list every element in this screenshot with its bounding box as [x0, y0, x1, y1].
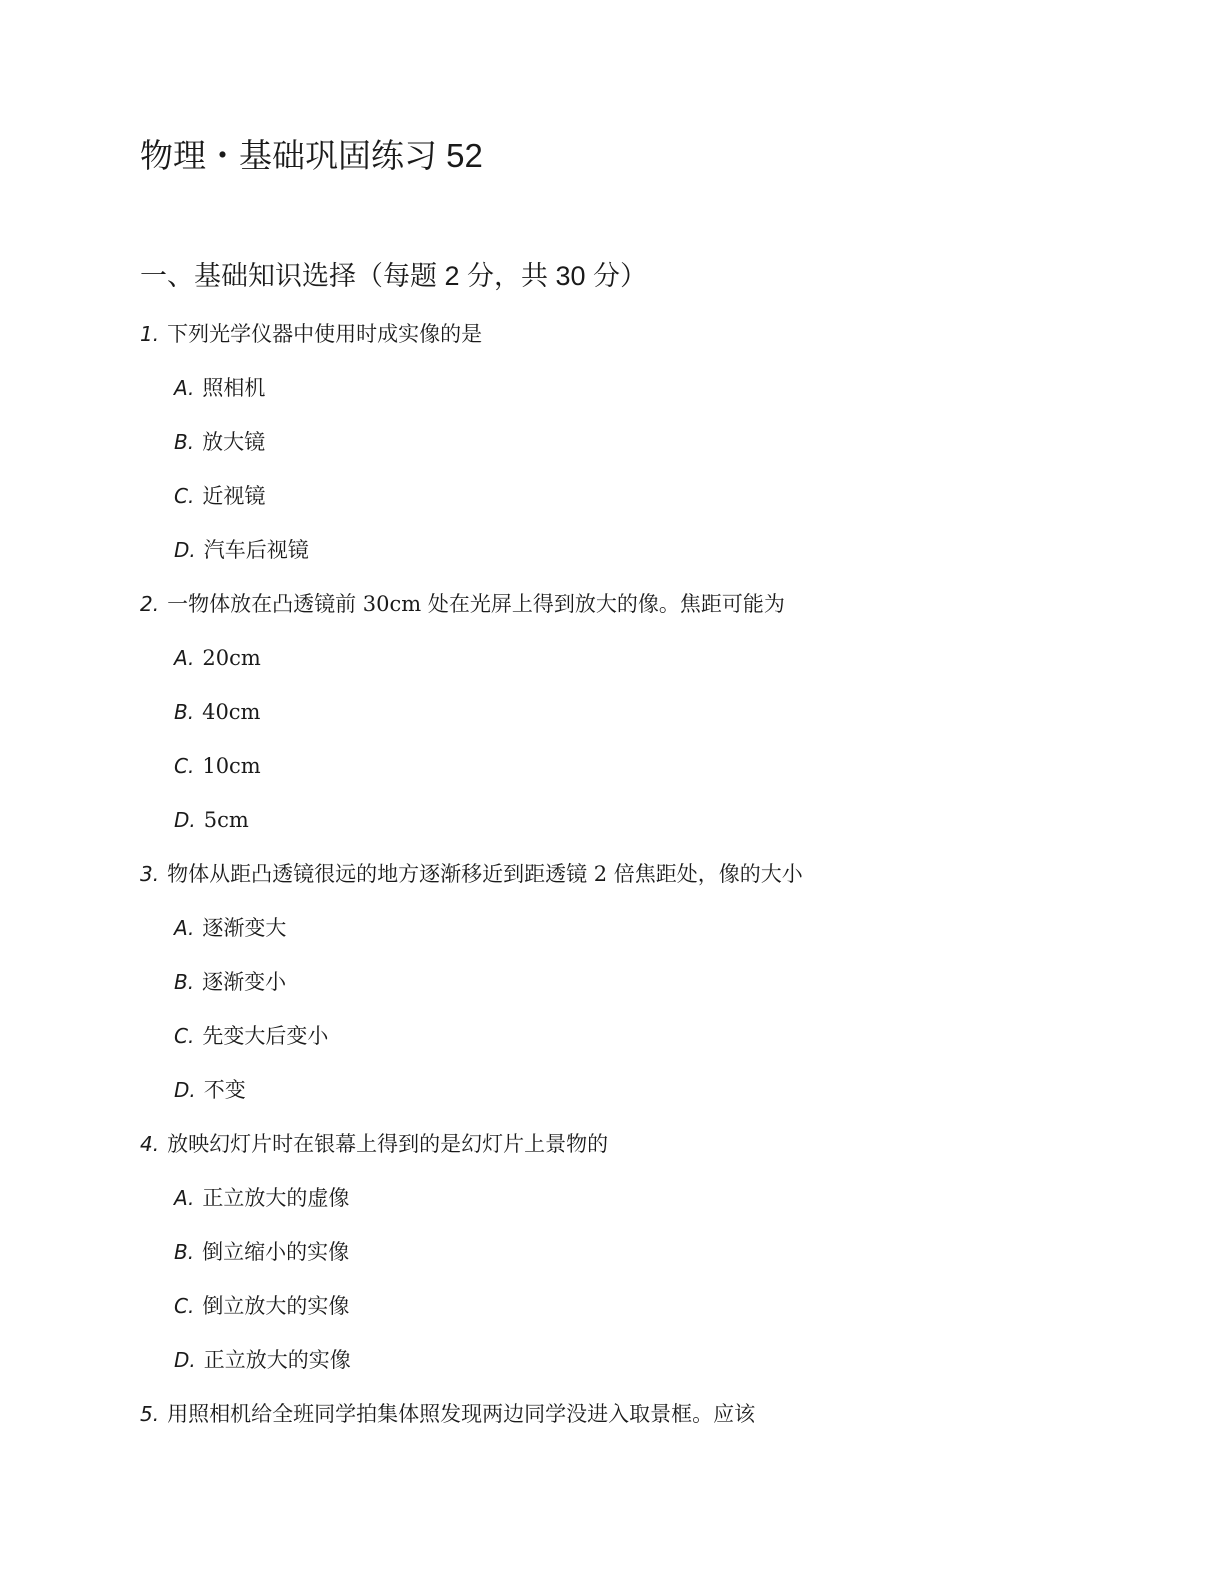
option-text: 倒立缩小的实像 [202, 1240, 350, 1264]
option-letter: C. [174, 1294, 195, 1318]
option-letter: A. [174, 646, 195, 670]
question-5 [140, 1387, 1120, 1441]
question-text: 放映幻灯片时在银幕上得到的是幻灯片上景物的 [167, 1132, 609, 1156]
option-1-a [140, 361, 1120, 415]
option-1-b [140, 415, 1120, 469]
option-text: 逐渐变小 [202, 970, 287, 994]
question-text: 物体从距凸透镜很远的地方逐渐移近到距透镜 2 倍焦距处，像的大小 [167, 862, 803, 886]
question-text: 一物体放在凸透镜前 30cm 处在光屏上得到放大的像。焦距可能为 [167, 592, 785, 616]
option-letter: D. [174, 1348, 196, 1372]
option-letter: B. [174, 430, 195, 454]
option-text: 先变大后变小 [202, 1024, 329, 1048]
option-letter: D. [174, 538, 196, 562]
option-text: 20cm [202, 646, 261, 670]
option-letter: D. [174, 808, 196, 832]
option-letter: A. [174, 376, 195, 400]
question-number: 5. [140, 1402, 160, 1426]
option-letter: C. [174, 484, 195, 508]
option-text: 汽车后视镜 [203, 538, 309, 562]
option-text: 不变 [203, 1078, 246, 1102]
question-number: 4. [140, 1132, 160, 1156]
option-letter: B. [174, 970, 195, 994]
option-letter: A. [174, 1186, 195, 1210]
option-text: 放大镜 [202, 430, 266, 454]
option-text: 10cm [202, 754, 261, 778]
section-heading: 一、基础知识选择（每题 2 分，共 30 分） [140, 261, 648, 291]
question-number: 2. [140, 592, 160, 616]
option-text: 照相机 [202, 376, 266, 400]
option-4-b [140, 1225, 1120, 1279]
option-letter: B. [174, 1240, 195, 1264]
option-2-c [140, 739, 1120, 793]
question-text: 下列光学仪器中使用时成实像的是 [167, 322, 483, 346]
option-3-b [140, 955, 1120, 1009]
option-1-d [140, 523, 1120, 577]
option-text: 5cm [203, 808, 249, 832]
option-text: 正立放大的虚像 [202, 1186, 350, 1210]
option-letter: B. [174, 700, 195, 724]
option-4-c [140, 1279, 1120, 1333]
option-text: 倒立放大的实像 [202, 1294, 350, 1318]
question-number: 3. [140, 862, 160, 886]
option-letter: C. [174, 754, 195, 778]
option-4-d [140, 1333, 1120, 1387]
option-2-a [140, 631, 1120, 685]
option-letter: C. [174, 1024, 195, 1048]
question-text: 用照相机给全班同学拍集体照发现两边同学没进入取景框。应该 [167, 1402, 756, 1426]
option-letter: D. [174, 1078, 196, 1102]
question-1 [140, 307, 1120, 361]
question-number: 1. [140, 322, 160, 346]
option-3-c [140, 1009, 1120, 1063]
question-4 [140, 1117, 1120, 1171]
option-1-c [140, 469, 1120, 523]
page-title: 物理・基础巩固练习 52 [140, 137, 483, 174]
option-text: 40cm [202, 700, 261, 724]
question-list [140, 307, 1120, 1441]
question-2 [140, 577, 1120, 631]
option-text: 正立放大的实像 [203, 1348, 351, 1372]
option-text: 近视镜 [202, 484, 266, 508]
option-4-a [140, 1171, 1120, 1225]
option-2-b [140, 685, 1120, 739]
option-letter: A. [174, 916, 195, 940]
option-3-a [140, 901, 1120, 955]
option-2-d [140, 793, 1120, 847]
option-text: 逐渐变大 [202, 916, 287, 940]
question-3 [140, 847, 1120, 901]
option-3-d [140, 1063, 1120, 1117]
